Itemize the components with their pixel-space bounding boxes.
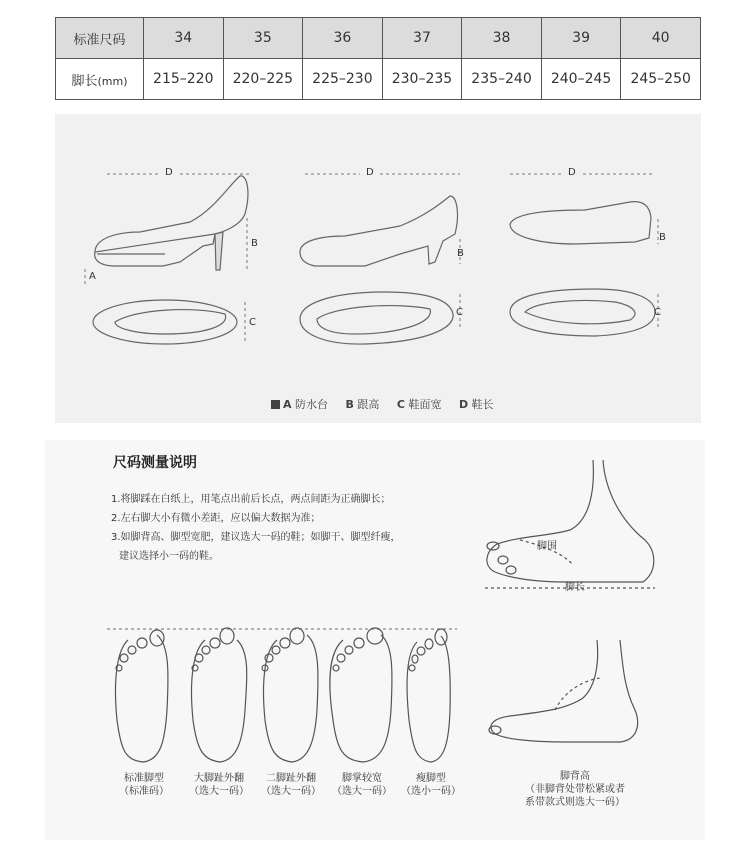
dim-mark-d: D [568, 167, 576, 178]
foot-outline-second-toe [262, 628, 318, 762]
measurement-guide [45, 440, 705, 840]
foot-length-label-text: 脚长 [71, 73, 98, 89]
foot-outline-wide [330, 628, 392, 762]
size-header-label: 标准尺码 [56, 18, 144, 59]
platform-pump-side-drawing [95, 176, 248, 270]
size-table [55, 17, 701, 100]
foot-outline-slim [407, 629, 450, 762]
size-cell: 35 [223, 18, 303, 59]
length-cell: 230–235 [382, 59, 462, 100]
foot-length-label: 脚长 [565, 582, 585, 593]
foot-side-drawing [487, 460, 654, 582]
length-cell: 220–225 [223, 59, 303, 100]
size-cell: 40 [621, 18, 701, 59]
size-cell: 39 [541, 18, 621, 59]
guide-step: 1.将脚踩在白纸上，用笔点出前后长点，两点间距为正确脚长； [111, 494, 391, 505]
foot-type-standard: 标准脚型 （标准码） [119, 773, 169, 797]
legend-item-d: D 鞋长 [458, 398, 494, 411]
shoe-diagram-legend [271, 396, 508, 412]
foot-type-wide: 脚掌较宽 （选大一码） [332, 773, 392, 797]
dim-mark-d: D [366, 167, 374, 178]
dim-mark-b: B [659, 232, 666, 243]
length-cell: 240–245 [541, 59, 621, 100]
guide-step: 3.如脚背高、脚型宽肥，建议选大一码的鞋；如脚干、脚型纤瘦， [111, 532, 401, 543]
size-header-row [56, 18, 701, 59]
foot-length-row [56, 59, 701, 100]
guide-step: 建议选择小一码的鞋。 [119, 551, 219, 562]
length-cell: 225–230 [303, 59, 383, 100]
length-cell: 235–240 [462, 59, 542, 100]
foot-outline-bunion [192, 628, 247, 762]
guide-title: 尺码测量说明 [113, 455, 197, 471]
flat-shoe-top-outline [510, 289, 655, 336]
length-cell: 215–220 [144, 59, 224, 100]
guide-step: 2.左右脚大小有微小差距，应以偏大数据为准； [111, 513, 321, 524]
legend-item-c: C 鞋面宽 [396, 398, 442, 411]
dim-mark-b: B [251, 238, 258, 249]
dim-mark-a: A [89, 271, 96, 282]
dim-mark-c: C [456, 307, 463, 318]
size-cell: 37 [382, 18, 462, 59]
mid-heel-pump-top-outline [300, 292, 453, 344]
dim-mark-d: D [165, 167, 173, 178]
instep-note: 脚背高 （非脚背处带松紧或者 系带款式则选大一码） [525, 771, 625, 808]
legend-square-icon [271, 400, 280, 409]
foot-type-second-toe: 二脚趾外翻 （选大一码） [261, 773, 321, 797]
legend-item-b: B 跟高 [345, 398, 380, 411]
size-cell: 34 [144, 18, 224, 59]
foot-girth-label: 脚围 [537, 541, 557, 552]
legend-item-a: A 防水台 [271, 398, 328, 411]
size-cell: 38 [462, 18, 542, 59]
length-cell: 245–250 [621, 59, 701, 100]
shoe-diagram-panel [55, 114, 701, 423]
foot-length-unit: (mm) [97, 74, 128, 88]
foot-type-slim: 瘦脚型 （选小一码） [401, 773, 461, 797]
shoe-diagram-svg [55, 114, 701, 423]
foot-length-label [56, 59, 144, 100]
foot-outline-standard [115, 630, 168, 762]
mid-heel-pump-side-drawing [300, 196, 457, 266]
dim-mark-c: C [654, 307, 661, 318]
foot-type-bunion: 大脚趾外翻 （选大一码） [189, 773, 249, 797]
flat-shoe-side-drawing [510, 202, 651, 244]
dim-mark-b: B [457, 248, 464, 259]
foot-instep-drawing [491, 640, 638, 742]
size-cell: 36 [303, 18, 383, 59]
dim-mark-c: C [249, 317, 256, 328]
